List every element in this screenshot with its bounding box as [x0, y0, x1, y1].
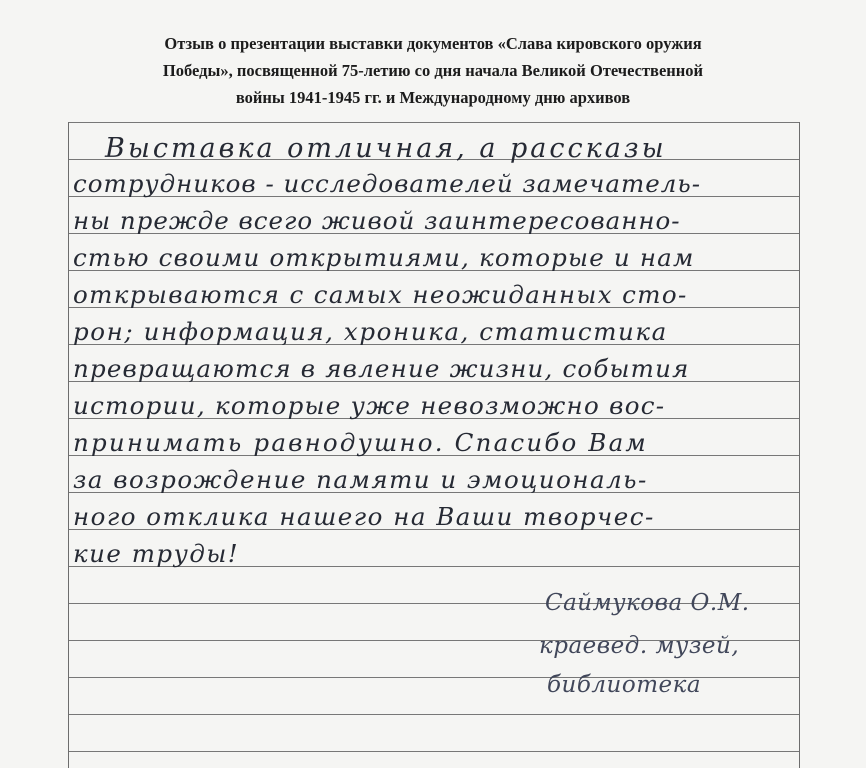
- handwritten-line-9: принимать равнодушно. Спасибо Вам: [73, 428, 648, 457]
- ruled-line: [69, 751, 799, 752]
- title-line-3: войны 1941-1945 гг. и Международному дню архивов: [235, 88, 631, 107]
- title-line-1: Отзыв о презентации выставки документов «Слава кировского оружия: [164, 34, 702, 53]
- signature-affiliation-2: библиотека: [547, 672, 702, 698]
- handwritten-line-12: кие труды!: [73, 539, 240, 568]
- handwritten-line-2: сотрудников - исследователей замечатель-: [73, 169, 701, 198]
- handwritten-line-5: открываются с самых неожиданных сто-: [73, 280, 688, 309]
- document-title: [40, 30, 826, 111]
- handwritten-line-11: ного отклика нашего на Ваши творчес-: [73, 502, 655, 531]
- signature-affiliation: краевед. музей,: [539, 633, 740, 659]
- ruled-line: [69, 122, 799, 123]
- ruled-line: [69, 714, 799, 715]
- handwritten-line-4: стью своими открытиями, которые и нам: [73, 243, 695, 272]
- signature-name: Саймукова О.М.: [545, 590, 750, 616]
- handwritten-line-1: Выставка отличная, а рассказы: [105, 133, 667, 164]
- handwritten-line-3: ны прежде всего живой заинтересованно-: [73, 206, 681, 235]
- title-line-2: Победы», посвященной 75-летию со дня начала Великой Отечественной: [162, 61, 704, 80]
- handwritten-line-8: истории, которые уже невозможно вос-: [73, 391, 666, 420]
- handwritten-line-6: рон; информация, хроника, статистика: [73, 317, 668, 346]
- lined-sheet: [68, 122, 800, 768]
- handwritten-line-7: превращаются в явление жизни, события: [73, 354, 690, 383]
- handwritten-line-10: за возрождение памяти и эмоциональ-: [73, 465, 648, 494]
